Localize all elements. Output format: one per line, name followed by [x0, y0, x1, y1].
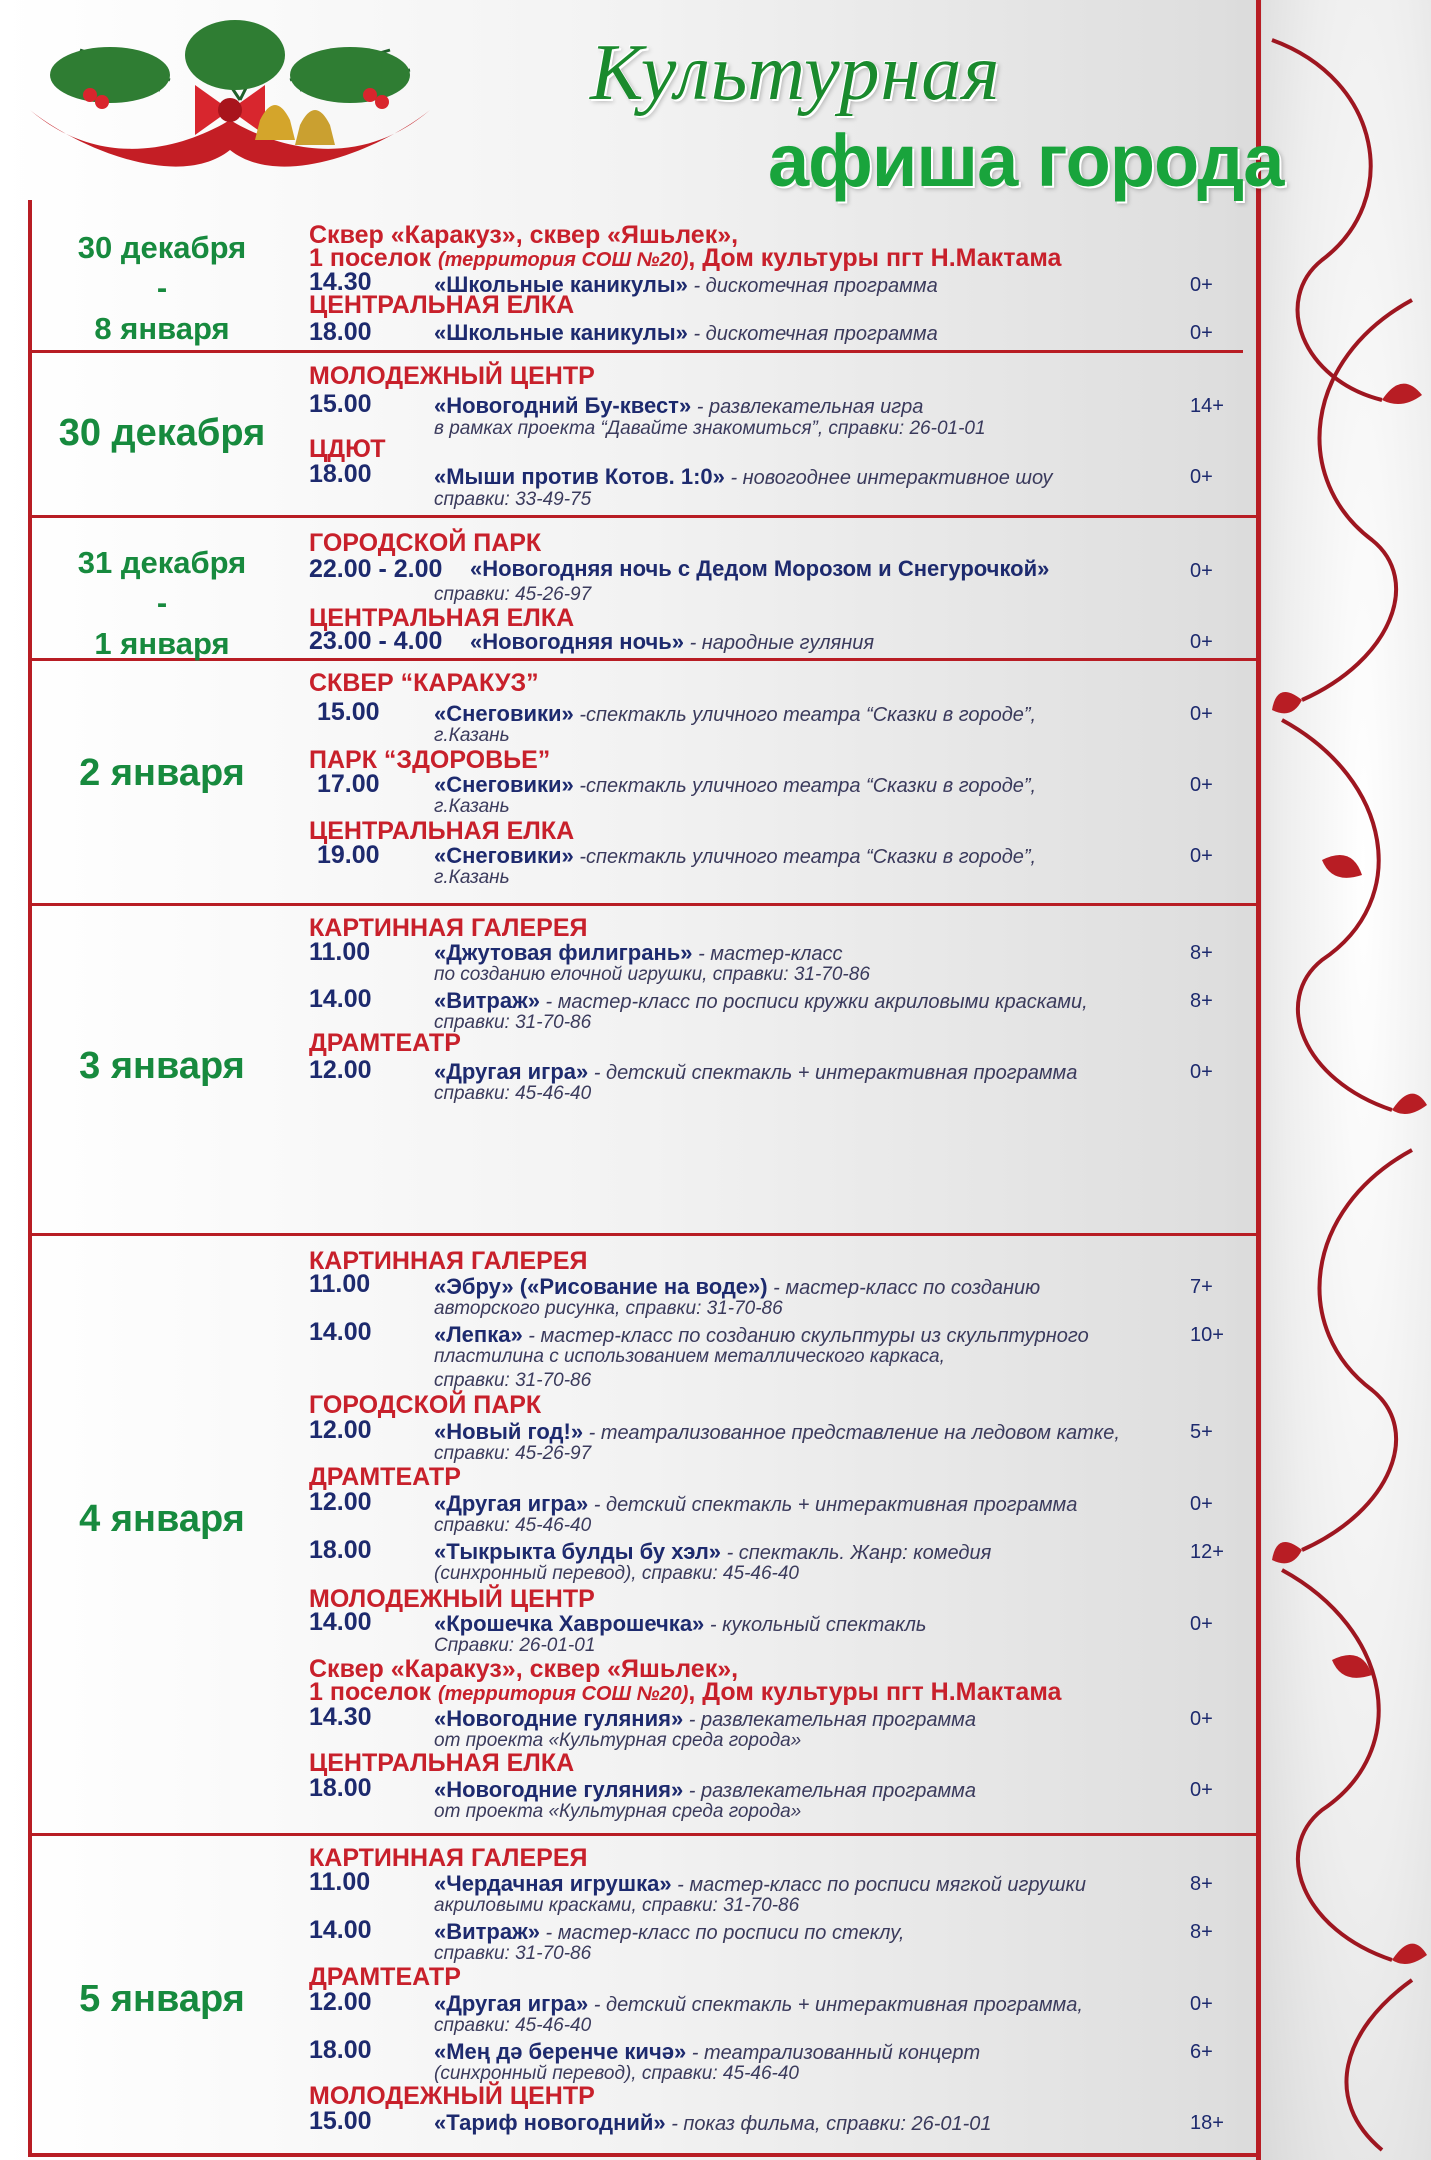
page-title-line1: Культурная	[590, 29, 1001, 117]
age-rating: 10+	[1190, 1324, 1224, 1346]
event-time: 18.00	[309, 460, 372, 488]
day-date: 31 декабря - 1 января	[77, 545, 247, 661]
event-time: 12.00	[309, 1988, 372, 2016]
event-time: 14.00	[309, 1318, 372, 1346]
venue-heading: 1 поселок (территория СОШ №20), Дом культуры пгт Н.Мактама	[309, 244, 1062, 272]
age-rating: 8+	[1190, 1921, 1213, 1943]
event-title: «Витраж» - мастер-класс по росписи по стеклу,	[434, 1919, 905, 1944]
age-rating: 0+	[1190, 1993, 1213, 2015]
event-time: 12.00	[309, 1488, 372, 1516]
event-title: «Снеговики» -спектакль уличного театра “Сказки в городе”,	[434, 843, 1037, 868]
event-time: 14.00	[309, 1608, 372, 1636]
event-time: 14.00	[309, 985, 372, 1013]
venue-heading: МОЛОДЕЖНЫЙ ЦЕНТР	[309, 362, 595, 390]
day-date: 2 января	[79, 752, 245, 794]
event-note: справки: 45-26-97	[434, 584, 592, 605]
venue-heading: КАРТИННАЯ ГАЛЕРЕЯ	[309, 1247, 588, 1275]
venue-heading: ЦДЮТ	[309, 435, 386, 463]
venue-heading: ЦЕНТРАЛЬНАЯ ЕЛКА	[309, 1749, 575, 1777]
event-title: «Новый год!» - театрализованное представление на ледовом катке,	[434, 1419, 1120, 1444]
day-date: 4 января	[79, 1498, 245, 1540]
age-rating: 0+	[1190, 1613, 1213, 1635]
event-note: справки: 45-46-40	[434, 2015, 592, 2036]
age-rating: 0+	[1190, 274, 1213, 296]
event-time: 23.00 - 4.00	[309, 627, 443, 655]
venue-heading: ЦЕНТРАЛЬНАЯ ЕЛКА	[309, 291, 575, 319]
event-time: 17.00	[317, 770, 380, 798]
event-title: «Другая игра» - детский спектакль + интерактивная программа	[434, 1491, 1078, 1516]
event-time: 18.00	[309, 318, 372, 346]
day-date: 30 декабря	[58, 412, 266, 454]
day-divider	[28, 350, 1243, 353]
venue-heading: КАРТИННАЯ ГАЛЕРЕЯ	[309, 914, 588, 942]
age-rating: 0+	[1190, 703, 1213, 725]
event-title: «Новогодняя ночь» - народные гуляния	[470, 629, 875, 654]
age-rating: 0+	[1190, 1061, 1213, 1083]
event-time: 12.00	[309, 1056, 372, 1084]
event-title: «Эбру» («Рисование на воде») - мастер-класс по созданию	[434, 1274, 1041, 1299]
event-title: «Витраж» - мастер-класс по росписи кружки акриловыми красками,	[434, 988, 1088, 1013]
event-note: справки: 31-70-86	[434, 1012, 592, 1033]
age-rating: 6+	[1190, 2041, 1213, 2063]
event-title: «Тариф новогодний» - показ фильма, справки: 26-01-01	[434, 2110, 992, 2135]
event-time: 18.00	[309, 1536, 372, 1564]
event-note: Справки: 26-01-01	[434, 1635, 596, 1656]
event-note: справки: 31-70-86	[434, 1943, 592, 1964]
event-note: (синхронный перевод), справки: 45-46-40	[434, 1563, 799, 1584]
frame-right-line	[1256, 0, 1261, 2160]
event-note: акриловыми красками, справки: 31-70-86	[434, 1895, 800, 1916]
event-note: в рамках проекта “Давайте знакомиться”, справки: 26-01-01	[434, 418, 986, 439]
venue-heading: ДРАМТЕАТР	[309, 1963, 461, 1991]
age-rating: 18+	[1190, 2112, 1224, 2134]
event-time: 15.00	[317, 698, 380, 726]
event-time: 14.30	[309, 1703, 372, 1731]
event-note: справки: 45-46-40	[434, 1515, 592, 1536]
event-title: «Школьные каникулы» - дискотечная программа	[434, 272, 938, 297]
venue-heading: СКВЕР “КАРАКУЗ”	[309, 669, 539, 697]
venue-heading: ЦЕНТРАЛЬНАЯ ЕЛКА	[309, 604, 575, 632]
venue-heading: ГОРОДСКОЙ ПАРК	[309, 1391, 542, 1419]
age-rating: 7+	[1190, 1276, 1213, 1298]
venue-heading: Сквер «Каракуз», сквер «Яшьлек»,	[309, 221, 739, 249]
event-title: «Другая игра» - детский спектакль + интерактивная программа,	[434, 1991, 1083, 2016]
event-time: 18.00	[309, 1774, 372, 1802]
event-title: «Новогодние гуляния» - развлекательная программа	[434, 1777, 976, 1802]
frame-bottom-line	[28, 2153, 1260, 2157]
day-divider	[28, 1233, 1260, 1236]
age-rating: 0+	[1190, 1708, 1213, 1730]
age-rating: 0+	[1190, 466, 1213, 488]
event-time: 15.00	[309, 2107, 372, 2135]
age-rating: 0+	[1190, 631, 1213, 653]
event-note: справки: 45-26-97	[434, 1443, 592, 1464]
event-note: от проекта «Культурная среда города»	[434, 1730, 802, 1751]
age-rating: 0+	[1190, 1493, 1213, 1515]
event-note: от проекта «Культурная среда города»	[434, 1801, 802, 1822]
event-note: г.Казань	[434, 796, 510, 817]
event-note: справки: 31-70-86	[434, 1370, 592, 1391]
age-rating: 5+	[1190, 1421, 1213, 1443]
event-time: 11.00	[309, 1270, 371, 1298]
event-note: (синхронный перевод), справки: 45-46-40	[434, 2063, 799, 2084]
venue-heading: МОЛОДЕЖНЫЙ ЦЕНТР	[309, 2082, 595, 2110]
venue-heading: ЦЕНТРАЛЬНАЯ ЕЛКА	[309, 817, 575, 845]
age-rating: 14+	[1190, 395, 1224, 417]
day-date: 3 января	[79, 1045, 245, 1087]
day-divider	[28, 515, 1260, 518]
event-title: «Новогодняя ночь с Дедом Морозом и Снегурочкой»	[470, 556, 1050, 581]
christmas-garland-icon	[20, 0, 440, 200]
event-note: г.Казань	[434, 725, 510, 746]
event-title: «Мыши против Котов. 1:0» - новогоднее интерактивное шоу	[434, 464, 1053, 489]
event-title: «Новогодние гуляния» - развлекательная программа	[434, 1706, 976, 1731]
event-title: «Тыкрыкта булды бу хэл» - спектакль. Жанр: комедия	[434, 1539, 992, 1564]
day-date: 30 декабря - 8 января	[77, 230, 247, 346]
age-rating: 0+	[1190, 774, 1213, 796]
age-rating: 0+	[1190, 560, 1213, 582]
event-time: 11.00	[309, 938, 371, 966]
event-note: г.Казань	[434, 867, 510, 888]
age-rating: 8+	[1190, 942, 1213, 964]
venue-heading: ДРАМТЕАТР	[309, 1463, 461, 1491]
venue-heading: ПАРК “ЗДОРОВЬЕ”	[309, 746, 551, 774]
event-time: 11.00	[309, 1868, 371, 1896]
event-title: «Чердачная игрушка» - мастер-класс по росписи мягкой игрушки	[434, 1871, 1087, 1896]
age-rating: 0+	[1190, 1779, 1213, 1801]
event-note: по созданию елочной игрушки, справки: 31-70-86	[434, 964, 870, 985]
event-note: справки: 33-49-75	[434, 489, 592, 510]
day-divider	[28, 903, 1260, 906]
age-rating: 12+	[1190, 1541, 1224, 1563]
event-title: «Джутовая филигрань» - мастер-класс	[434, 940, 843, 965]
event-time: 22.00 - 2.00	[309, 555, 443, 583]
venue-heading: ДРАМТЕАТР	[309, 1029, 461, 1057]
event-note: авторского рисунка, справки: 31-70-86	[434, 1298, 783, 1319]
age-rating: 0+	[1190, 845, 1213, 867]
page-title-line2: афиша города	[768, 119, 1284, 202]
frame-left-line	[28, 200, 32, 2155]
event-note: пластилина с использованием металлического каркаса,	[434, 1346, 945, 1367]
age-rating: 8+	[1190, 990, 1213, 1012]
event-time: 14.00	[309, 1916, 372, 1944]
event-title: «Новогодний Бу-квест» - развлекательная игра	[434, 393, 924, 418]
venue-heading: Сквер «Каракуз», сквер «Яшьлек»,	[309, 1655, 739, 1683]
day-date: 5 января	[79, 1978, 245, 2020]
venue-heading: КАРТИННАЯ ГАЛЕРЕЯ	[309, 1844, 588, 1872]
event-title: «Лепка» - мастер-класс по созданию скульптуры из скульптурного	[434, 1322, 1089, 1347]
event-title: «Снеговики» -спектакль уличного театра “Сказки в городе”,	[434, 701, 1037, 726]
event-note: справки: 45-46-40	[434, 1083, 592, 1104]
day-divider	[28, 1833, 1260, 1836]
event-title: «Крошечка Хаврошечка» - кукольный спектакль	[434, 1611, 927, 1636]
venue-heading: МОЛОДЕЖНЫЙ ЦЕНТР	[309, 1585, 595, 1613]
age-rating: 0+	[1190, 322, 1213, 344]
event-title: «Другая игра» - детский спектакль + интерактивная программа	[434, 1059, 1078, 1084]
event-time: 14.30	[309, 268, 372, 296]
venue-heading: ГОРОДСКОЙ ПАРК	[309, 529, 542, 557]
venue-heading: 1 поселок (территория СОШ №20), Дом культуры пгт Н.Мактама	[309, 1678, 1062, 1706]
event-time: 12.00	[309, 1416, 372, 1444]
event-title: «Снеговики» -спектакль уличного театра “Сказки в городе”,	[434, 772, 1037, 797]
event-time: 19.00	[317, 841, 380, 869]
event-time: 15.00	[309, 390, 372, 418]
ornament-swirls	[1262, 0, 1431, 2160]
age-rating: 8+	[1190, 1873, 1213, 1895]
event-title: «Мең дә беренче кичә» - театрализованный концерт	[434, 2039, 981, 2064]
event-time: 18.00	[309, 2036, 372, 2064]
event-title: «Школьные каникулы» - дискотечная программа	[434, 320, 938, 345]
